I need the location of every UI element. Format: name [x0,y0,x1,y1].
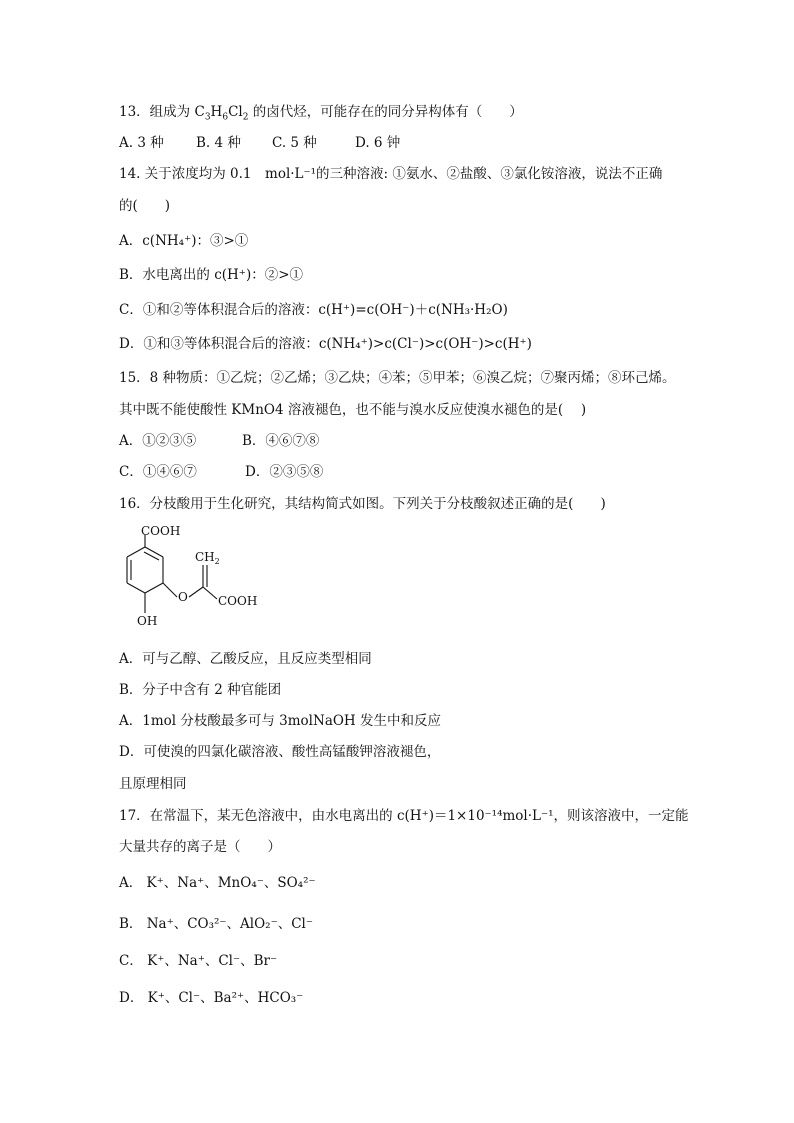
q13-sub-cl: 2 [242,112,249,123]
q14-option-b: B．水电离出的 c(H⁺)：②>① [119,267,304,283]
q14-option-d: D．①和③等体积混合后的溶液：c(NH₄⁺)>c(Cl⁻)>c(OH⁻)>c(H⁺) [119,336,532,352]
ring-bond-1 [145,547,163,557]
q13-option-a: A. 3 种 [119,135,164,151]
q17-option-b: B． Na⁺、CO₃²⁻、AlO₂⁻、Cl⁻ [119,916,313,932]
q16-option-b: B．分子中含有 2 种官能团 [119,682,282,698]
q13-option-c: C. 5 种 [272,135,317,151]
q16-option-c: A．1mol 分枝酸最多可与 3molNaOH 发生中和反应 [119,713,441,729]
oh-label: OH [137,614,158,628]
cooh-top-label: COOH [141,525,181,538]
q17-option-d: D． K⁺、Cl⁻、Ba²⁺、HCO₃⁻ [119,990,304,1006]
q13-sub-h: 6 [222,112,229,123]
acid-bond [203,587,217,599]
q15-option-d: D．②③⑤⑧ [245,464,324,480]
q15-option-b: B．④⑥⑦⑧ [242,433,320,449]
q16-option-d: D．可使溴的四氯化碳溶液、酸性高锰酸钾溶液褪色， [119,744,441,760]
ring-bond-6 [127,547,145,557]
q17-stem-line1: 17．在常温下，某无色溶液中，由水电离出的 c(H⁺)＝1×10⁻¹⁴mol·L⁻¹，则该溶液中，一定能 [119,808,689,824]
ring-bond-3 [145,583,163,593]
q14-stem-line2: 的( ) [119,198,171,214]
q15-stem-line1: 15．8 种物质：①乙烷；②乙烯；③乙炔；④苯；⑤甲苯；⑥溴乙烷；⑦聚丙烯；⑧环己烯。 [119,370,676,386]
q14-option-a: A．c(NH₄⁺)：③>① [119,233,249,249]
q13-stem-text: 13．组成为 C [119,104,205,120]
q13-stem-cl: Cl [228,104,243,120]
q14-stem-line1: 14. 关于浓度均为 0.1 mol·L⁻¹的三种溶液: ①氨水、②盐酸、③氯化铵溶液，说法不正确 [119,166,663,182]
ring-bond-4 [127,583,145,593]
ether-bond-right [189,587,203,597]
q13-sub-c: 3 [204,112,211,123]
q13-option-d: D. 6 钟 [355,135,401,151]
cooh-right-label: COOH [218,594,258,608]
ether-oxygen-label: O [178,590,188,604]
q17-option-a: A． K⁺、Na⁺、MnO₄⁻、SO₄²⁻ [119,875,316,891]
q13-stem-tail: 的卤代烃，可能存在的同分异构体有（ ） [248,104,523,120]
q14-option-c: C．①和②等体积混合后的溶液：c(H⁺)=c(OH⁻)＋c(NH₃·H₂O) [119,302,508,318]
q13-option-b: B. 4 种 [196,135,241,151]
q16-option-d-cont: 且原理相同 [119,776,187,792]
q17-option-c: C． K⁺、Na⁺、Cl⁻、Br⁻ [119,953,278,969]
q15-stem-line2: 其中既不能使酸性 KMnO4 溶液褪色，也不能与溴水反应使溴水褪色的是( ) [119,402,587,418]
q13-stem [119,103,523,121]
q13-stem-h: H [210,104,223,120]
q17-stem-line2: 大量共存的离子是（ ） [119,839,281,855]
q15-option-a: A．①②③⑤ [119,433,197,449]
q15-option-c: C．①④⑥⑦ [119,464,197,480]
ether-bond-left [163,583,177,597]
chorismic-acid-structure [115,525,265,635]
q16-stem: 16．分枝酸用于生化研究，其结构简式如图。下列关于分枝酸叙述正确的是( ) [119,496,606,512]
q16-option-a: A．可与乙醇、乙酸反应，且反应类型相同 [119,651,372,667]
ch2-label: $CH_2$ [195,550,220,566]
